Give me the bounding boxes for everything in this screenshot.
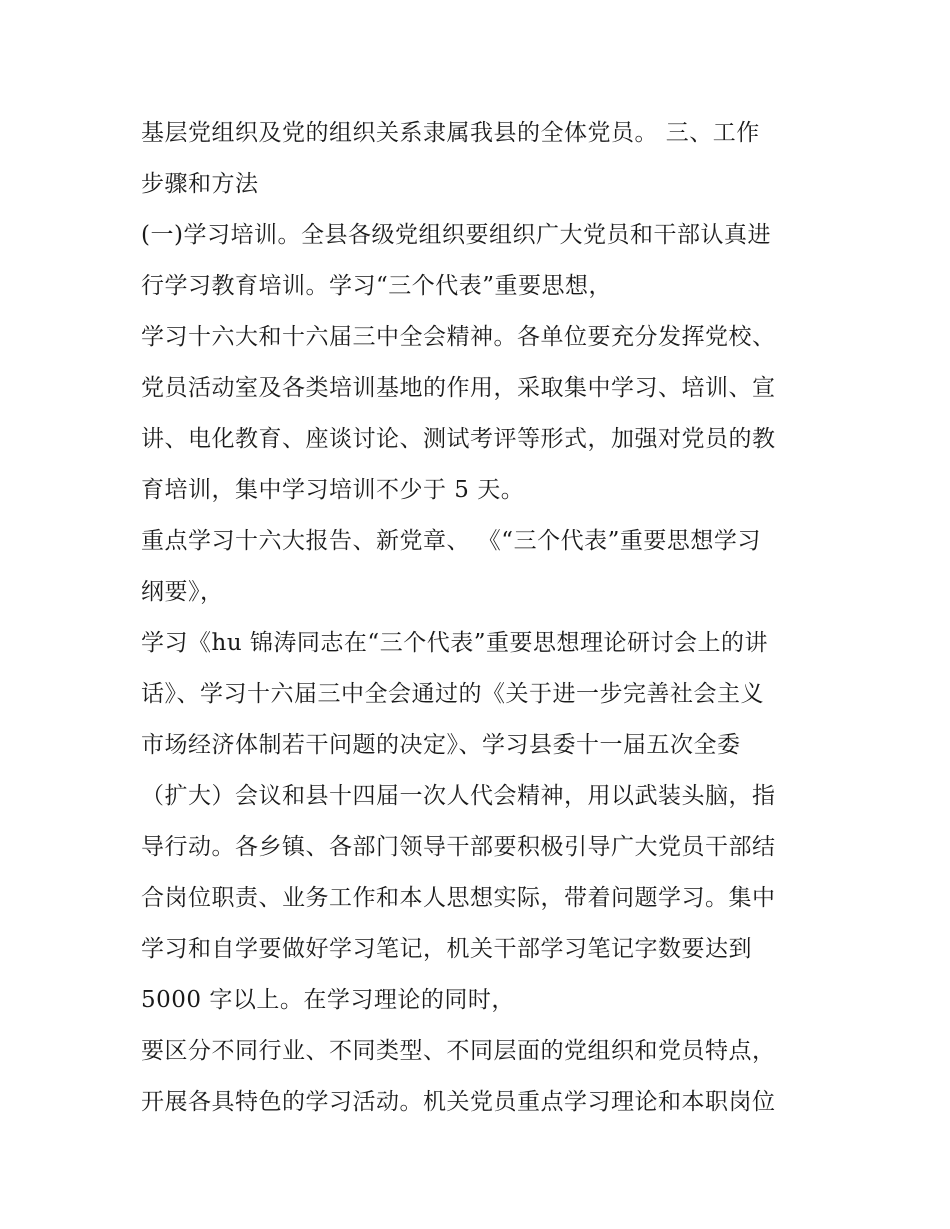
text-line: 讲、电化教育、座谈讨论、测试考评等形式，加强对党员的教 — [141, 426, 776, 452]
document-body — [141, 108, 821, 1128]
text-line: 育培训，集中学习培训不少于 5 天。 — [141, 477, 525, 503]
text-line: 党员活动室及各类培训基地的作用，采取集中学习、培训、宣 — [141, 375, 776, 401]
text-line: 基层党组织及党的组织关系隶属我县的全体党员。 三、工作 — [141, 120, 760, 146]
text-line: (一)学习培训。全县各级党组织要组织广大党员和干部认真进 — [141, 222, 771, 248]
text-line: 纲要》， — [141, 579, 224, 605]
text-line: 行学习教育培训。学习“三个代表”重要思想， — [141, 273, 613, 299]
text-line: 导行动。各乡镇、各部门领导干部要积极引导广大党员干部结 — [141, 834, 776, 860]
text-line: （扩大）会议和县十四届一次人代会精神，用以武装头脑，指 — [141, 783, 776, 809]
text-line: 5000 字以上。在学习理论的同时， — [141, 987, 515, 1013]
text-line: 合岗位职责、业务工作和本人思想实际，带着问题学习。集中 — [141, 885, 776, 911]
text-line: 重点学习十六大报告、新党章、 《“三个代表”重要思想学习 — [141, 528, 761, 554]
text-line: 要区分不同行业、不同类型、不同层面的党组织和党员特点， — [141, 1038, 776, 1064]
text-line: 学习《hu 锦涛同志在“三个代表”重要思想理论研讨会上的讲 — [141, 630, 768, 656]
text-line: 市场经济体制若干问题的决定》、学习县委十一届五次全委 — [141, 732, 741, 758]
text-line: 话》、学习十六届三中全会通过的《关于进一步完善社会主义 — [141, 681, 764, 707]
text-line: 步骤和方法 — [141, 171, 259, 197]
text-line: 学习十六大和十六届三中全会精神。各单位要充分发挥党校、 — [141, 324, 776, 350]
text-line: 学习和自学要做好学习笔记，机关干部学习笔记字数要达到 — [141, 936, 752, 962]
text-line: 开展各具特色的学习活动。机关党员重点学习理论和本职岗位 — [141, 1089, 776, 1115]
